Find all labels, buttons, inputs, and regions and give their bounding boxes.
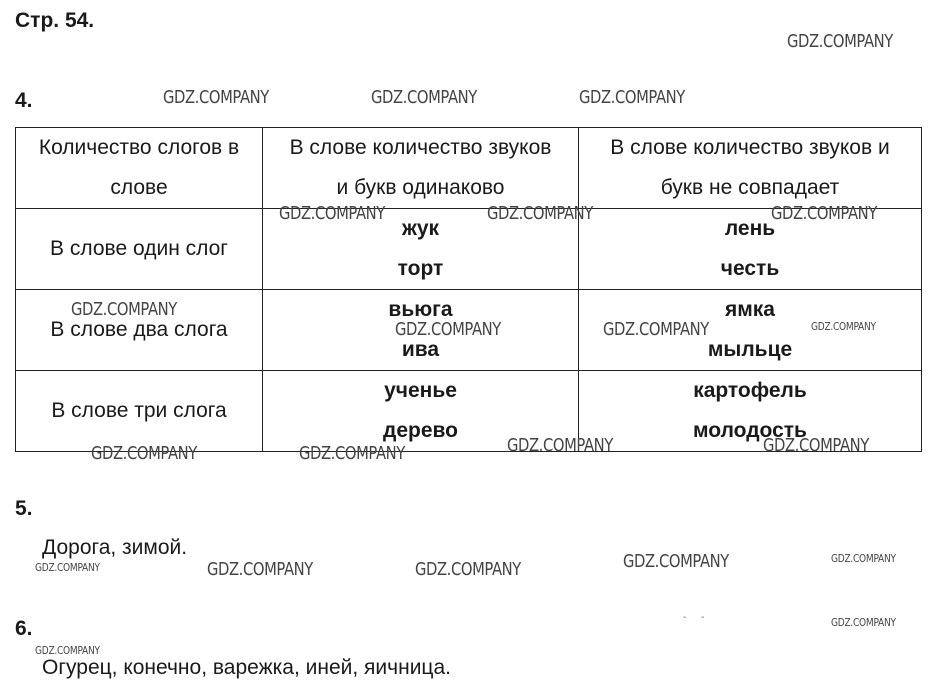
- watermark: GDZ.COMPANY: [71, 299, 177, 320]
- task-5-number: 5.: [15, 497, 33, 520]
- row-label: В слове два слога: [16, 290, 263, 371]
- watermark: GDZ.COMPANY: [91, 443, 197, 464]
- watermark: GDZ.COMPANY: [395, 319, 501, 340]
- watermark: GDZ.COMPANY: [811, 320, 876, 333]
- header-syllable-count: [16, 128, 263, 209]
- answer-word: лень: [724, 217, 776, 240]
- header-text: и букв одинаково: [336, 176, 505, 199]
- answer-word: вьюга: [388, 298, 453, 321]
- answer-word: торт: [397, 257, 444, 280]
- answer-word: честь: [720, 257, 780, 280]
- header-text: Количество слогов в: [38, 136, 240, 159]
- header-text: В слове количество звуков: [289, 136, 552, 159]
- answer-word: ученье: [384, 379, 457, 402]
- watermark: GDZ.COMPANY: [623, 551, 729, 572]
- task-5-answer: Дорога, зимой.: [42, 536, 188, 559]
- answer-word: дерево: [383, 419, 458, 442]
- watermark: GDZ.COMPANY: [35, 561, 100, 574]
- answer-word: ива: [401, 338, 440, 361]
- watermark: GDZ.COMPANY: [371, 87, 477, 108]
- watermark: GDZ.COMPANY: [507, 435, 613, 456]
- task-6-number: 6.: [15, 617, 33, 640]
- table-row: [16, 209, 922, 290]
- header-same-count: [263, 128, 579, 209]
- watermark: GDZ.COMPANY: [763, 435, 869, 456]
- watermark: GDZ.COMPANY: [163, 87, 269, 108]
- watermark: GDZ.COMPANY: [415, 559, 521, 580]
- watermark: GDZ.COMPANY: [299, 443, 405, 464]
- answer-word: жук: [401, 217, 440, 240]
- task-4-number: 4.: [15, 89, 33, 112]
- watermark: GDZ.COMPANY: [787, 31, 893, 52]
- table-header-row: [16, 128, 922, 209]
- table-row: [16, 290, 922, 371]
- answer-word: ямка: [725, 298, 775, 321]
- table-row: [16, 371, 922, 452]
- watermark: GDZ.COMPANY: [831, 616, 896, 629]
- row-label: В слове один слог: [16, 209, 263, 290]
- task-6-answer: Огурец, конечно, варежка, иней, яичница.: [42, 656, 451, 679]
- differ-words-cell: [579, 209, 922, 290]
- syllables-table: [15, 127, 922, 452]
- watermark: GDZ.COMPANY: [279, 203, 385, 224]
- header-differ-count: [579, 128, 922, 209]
- watermark: GDZ.COMPANY: [207, 559, 313, 580]
- header-text: букв не совпадает: [660, 176, 840, 199]
- watermark: GDZ.COMPANY: [771, 203, 877, 224]
- answer-word: молодость: [693, 419, 807, 442]
- decor-dots: - -: [683, 612, 711, 623]
- watermark: GDZ.COMPANY: [579, 87, 685, 108]
- header-text: В слове количество звуков и: [610, 136, 890, 159]
- same-words-cell: [263, 371, 579, 452]
- differ-words-cell: [579, 290, 922, 371]
- watermark: GDZ.COMPANY: [603, 319, 709, 340]
- same-words-cell: [263, 290, 579, 371]
- same-words-cell: [263, 209, 579, 290]
- watermark: GDZ.COMPANY: [831, 552, 896, 565]
- differ-words-cell: [579, 371, 922, 452]
- watermark: GDZ.COMPANY: [35, 644, 100, 657]
- answer-word: мыльце: [707, 338, 793, 361]
- answer-word: картофель: [693, 379, 807, 402]
- row-label: В слове три слога: [16, 371, 263, 452]
- header-text: слове: [110, 176, 168, 199]
- page-title: Стр. 54.: [15, 9, 95, 32]
- watermark: GDZ.COMPANY: [487, 203, 593, 224]
